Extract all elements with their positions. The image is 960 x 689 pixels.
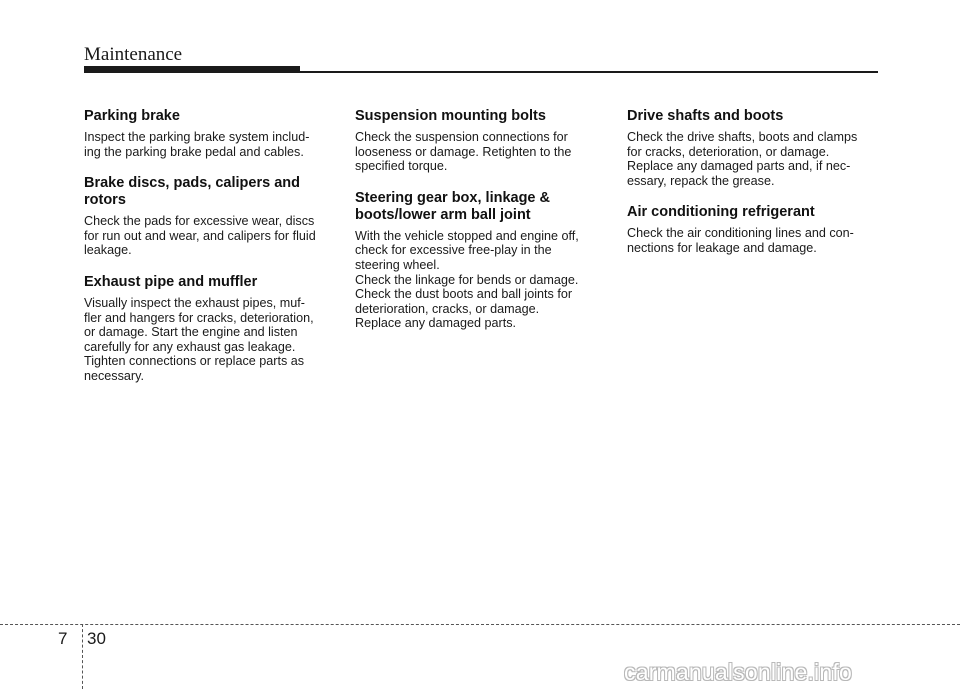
footer-rule	[0, 624, 960, 625]
page-header-title: Maintenance	[84, 44, 183, 65]
content-column-3	[627, 108, 879, 256]
header-accent-bar	[84, 66, 300, 73]
section-heading: Suspension mounting bolts	[355, 108, 546, 124]
section-suspension-bolts	[355, 108, 605, 174]
section-parking-brake	[84, 108, 334, 159]
section-air-conditioning	[627, 204, 879, 255]
content-column-2	[355, 108, 605, 331]
watermark-text: carmanualsonline.info	[624, 659, 852, 685]
section-steering-gear	[355, 190, 605, 331]
page-number: 30	[87, 629, 106, 648]
section-text: Visually inspect the exhaust pipes, muf- fler and hangers for cracks, deterioration, or damage. Start the engine and listen carefully for any exhaust gas leakage. Tighten connections or replace parts as necessary.	[84, 295, 314, 383]
section-brake-discs	[84, 175, 334, 258]
section-text: Inspect the parking brake system includ- ing the parking brake pedal and cables.	[84, 130, 310, 159]
chapter-number: 7	[58, 629, 68, 648]
content-column-1	[84, 108, 334, 384]
section-exhaust-pipe	[84, 274, 334, 384]
section-text: Check the air conditioning lines and con- nections for leakage and damage.	[627, 226, 854, 255]
section-heading: Parking brake	[84, 108, 180, 124]
section-drive-shafts	[627, 108, 879, 188]
section-heading: Brake discs, pads, calipers and rotors	[84, 175, 300, 209]
section-heading: Exhaust pipe and muffler	[84, 273, 258, 290]
section-heading: Drive shafts and boots	[627, 108, 784, 124]
section-heading: Air conditioning refrigerant	[627, 204, 815, 221]
section-heading: Steering gear box, linkage & boots/lower arm ball joint	[355, 189, 550, 223]
footer-divider	[82, 624, 83, 689]
header-rule	[300, 71, 878, 73]
section-text: Check the drive shafts, boots and clamps for cracks, deterioration, or damage. Replace any damaged parts and, if nec- essary, repack the grease.	[627, 130, 858, 188]
section-text: Check the suspension connections for looseness or damage. Retighten to the specified torque.	[355, 130, 572, 174]
section-text: Check the pads for excessive wear, discs for run out and wear, and calipers for fluid leakage.	[84, 214, 316, 258]
section-text: With the vehicle stopped and engine off, check for excessive free-play in the steering wheel. Check the linkage for bends or damage. Check the dust boots and ball joints for deterioration, cracks, or damage. Replace any damaged parts.	[355, 228, 579, 331]
